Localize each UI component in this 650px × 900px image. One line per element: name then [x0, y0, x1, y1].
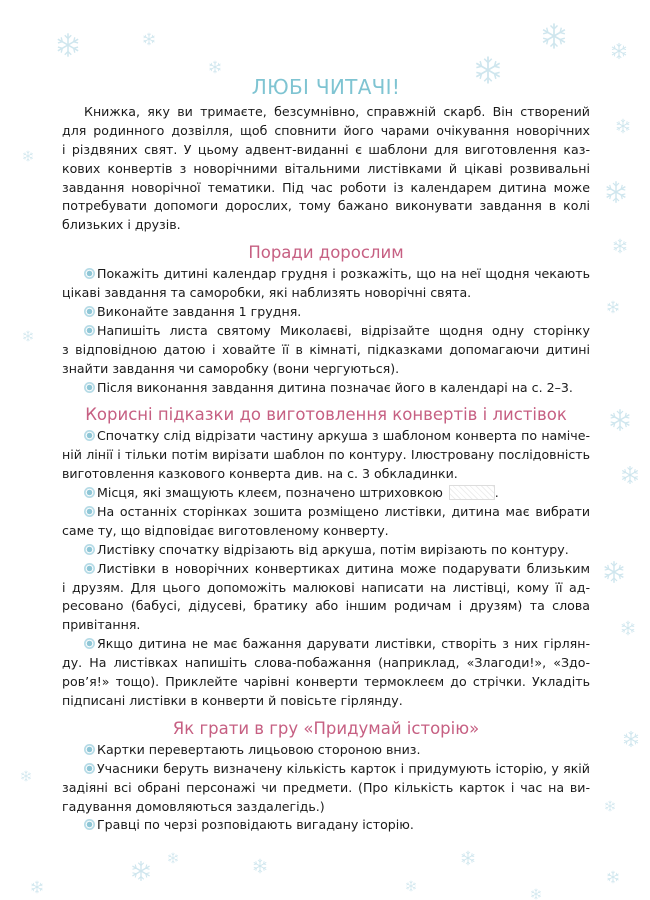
- line-text: Листівки в новорічних конвертиках дитина може подарувати близьким: [97, 560, 590, 576]
- line-text: задіяні всі обрані персонажі чи предмети. (Про кількість карток і час на ви-: [62, 779, 590, 795]
- text-line: [62, 216, 590, 235]
- line-text: цікаві завдання та саморобки, які наблизять новорічні свята.: [62, 285, 472, 301]
- snowflake-icon: [530, 888, 542, 900]
- list-item: [62, 484, 590, 503]
- snowflake-icon: [130, 860, 152, 882]
- snowflake-bullet-icon: [84, 430, 95, 441]
- text-line: [62, 673, 590, 692]
- line-text: з відповідною датою і ховайте її в кімнаті, підказками допомагаючи дитині: [62, 341, 590, 357]
- snowflake-icon: [405, 880, 417, 892]
- snowflake-icon: [608, 408, 632, 432]
- snowflake-icon: [610, 42, 628, 60]
- text-line: Місця, які змащують клеєм, позначено штриховкою .: [62, 484, 590, 503]
- intro-paragraph: [62, 103, 590, 235]
- snowflake-icon: [620, 465, 640, 485]
- snowflake-icon: [460, 850, 476, 866]
- line-text: ров’я!» тощо). Приклейте чарівні конверти термоклеєм до стрічки. Укладіть: [62, 674, 590, 690]
- text-line: [62, 579, 590, 598]
- line-text: Якщо дитина не має бажання дарувати листівки, створіть з них гірлян-: [97, 636, 590, 652]
- line-text: для родинного дозвілля, щоб сповнити його чарами очікування новорічних: [62, 122, 590, 138]
- text-line: [62, 654, 590, 673]
- text-line: [62, 179, 590, 198]
- line-text: Після виконання завдання дитина позначає його в календарі на с. 2–3.: [97, 379, 573, 395]
- list-item: [62, 741, 590, 760]
- snowflake-icon: [540, 22, 568, 50]
- snowflake-icon: [30, 880, 44, 894]
- line-text: знайти завдання чи саморобку (вони чергуються).: [62, 360, 400, 376]
- list-item: [62, 635, 590, 711]
- line-text: саме ту, що відповідає виготовленому конверту.: [62, 522, 389, 538]
- page-content: [62, 75, 590, 835]
- snowflake-bullet-icon: [84, 306, 95, 317]
- snowflake-icon: [622, 730, 640, 748]
- paragraph: [62, 103, 590, 235]
- list-item: [62, 303, 590, 322]
- line-text: і різдвяних свят. У цьому адвент-виданні є шаблони для виготовлення каз-: [62, 141, 590, 157]
- line-text: Картки перевертають лицьовою стороною вниз.: [97, 741, 421, 757]
- text-line: [62, 560, 590, 579]
- list-item: [62, 427, 590, 484]
- text-line: [62, 541, 590, 560]
- text-line: [62, 322, 590, 341]
- line-text: гадування домовляються заздалегідь.): [62, 798, 325, 814]
- line-text: Покажіть дитині календар грудня і розкажіть, що на неї щодня чекають: [97, 266, 590, 282]
- list-item: [62, 379, 590, 398]
- text-line: [62, 503, 590, 522]
- text-line: [62, 779, 590, 798]
- snowflake-bullet-icon: [84, 487, 95, 498]
- text-line: [62, 284, 590, 303]
- section-heading-advice: Поради дорослим: [248, 243, 404, 263]
- text-line: [62, 103, 590, 122]
- snowflake-icon: [606, 870, 620, 884]
- snowflake-bullet-icon: [84, 763, 95, 774]
- snowflake-bullet-icon: [84, 819, 95, 830]
- text-line: [62, 160, 590, 179]
- text-line: [62, 379, 590, 398]
- snowflake-icon: [612, 238, 628, 254]
- text-line: [62, 446, 590, 465]
- text-line: [62, 741, 590, 760]
- text-line: [62, 122, 590, 141]
- snowflake-bullet-icon: [84, 638, 95, 649]
- line-text: Гравці по черзі розповідають вигадану історію.: [97, 817, 414, 833]
- page-title: ЛЮБІ ЧИТАЧІ!: [251, 75, 401, 99]
- section-heading-tips: Корисні підказки до виготовлення конвертів і листівок: [85, 405, 567, 425]
- text-line: [62, 616, 590, 635]
- snowflake-icon: [620, 620, 636, 636]
- snowflake-icon: [604, 800, 616, 812]
- line-text: На останніх сторінках зошита розміщено листівки, дитина має вибрати: [97, 504, 590, 520]
- line-text: Спочатку слід відрізати частину аркуша з шаблоном конверта по наміче-: [97, 428, 590, 444]
- list-item: [62, 503, 590, 541]
- line-text: потребувати допомоги дорослих, тому бажано виконувати завдання в колі: [62, 198, 590, 214]
- text-line: [62, 635, 590, 654]
- text-line: [62, 816, 590, 835]
- snowflake-bullet-icon: [84, 506, 95, 517]
- list-item: [62, 560, 590, 636]
- text-line: [62, 427, 590, 446]
- snowflake-icon: [22, 330, 34, 342]
- snowflake-bullet-icon: [84, 744, 95, 755]
- text-line: [62, 265, 590, 284]
- snowflake-bullet-icon: [84, 544, 95, 555]
- section-tips-list: [62, 427, 590, 710]
- snowflake-bullet-icon: [84, 325, 95, 336]
- text-line: [62, 141, 590, 160]
- line-text: виготовлення казкового конверта див. на с. 3 обкладинки.: [62, 466, 458, 482]
- line-text: Книжка, яку ви тримаєте, безсумнівно, справжній скарб. Він створений: [84, 104, 590, 119]
- snowflake-icon: [55, 32, 81, 58]
- snowflake-icon: [142, 32, 156, 46]
- snowflake-bullet-icon: [84, 563, 95, 574]
- line-text: ній лінії і тільки потім вирізати шаблон по контуру. Ілюстровану послідовність: [62, 447, 590, 463]
- snowflake-icon: [606, 300, 620, 314]
- text-line: [62, 360, 590, 379]
- section-game-list: [62, 741, 590, 835]
- snowflake-icon: [208, 60, 222, 74]
- line-text: ресовано (бабусі, дідусеві, братику або іншим родичам і друзям) та слова: [62, 598, 590, 614]
- text-line: [62, 303, 590, 322]
- snowflake-icon: [167, 852, 179, 864]
- list-item: [62, 322, 590, 379]
- text-line: [62, 197, 590, 216]
- line-text: і друзям. Для цього допоможіть малюкові написати на листівці, кому її ад-: [62, 579, 590, 595]
- line-text: кових конвертів з новорічними вітальними листівками й цікаві розвивальні: [62, 160, 590, 176]
- line-text: близьких і друзів.: [62, 217, 181, 233]
- snowflake-bullet-icon: [84, 268, 95, 279]
- snowflake-icon: [602, 560, 626, 584]
- line-text: завдання новорічної тематики. Під час роботи із календарем дитина може: [62, 179, 590, 195]
- line-text: привітання.: [62, 617, 141, 633]
- snowflake-icon: [615, 118, 631, 134]
- section-advice-list: [62, 265, 590, 397]
- list-item: [62, 541, 590, 560]
- snowflake-icon: [604, 180, 628, 204]
- line-text: Напишіть листа святому Миколаєві, відрізайте щодня одну сторінку: [97, 322, 590, 338]
- text-line: [62, 760, 590, 779]
- text-line: [62, 597, 590, 616]
- line-text: підписані листівки в конверти й повісьте гірлянду.: [62, 692, 403, 708]
- text-line: [62, 692, 590, 711]
- snowflake-icon: [20, 770, 32, 782]
- snowflake-icon: [252, 858, 268, 874]
- text-line: [62, 465, 590, 484]
- line-text: Учасники беруть визначену кількість карток і придумують історію, у якій: [97, 760, 590, 776]
- line-text: Листівку спочатку відрізають від аркуша, потім вирізають по контуру.: [97, 541, 569, 557]
- text-line: [62, 522, 590, 541]
- snowflake-icon: [22, 150, 34, 162]
- text-line: [62, 798, 590, 817]
- list-item: [62, 816, 590, 835]
- line-text: Виконайте завдання 1 грудня.: [97, 304, 302, 320]
- list-item: [62, 265, 590, 303]
- list-item: [62, 760, 590, 817]
- section-heading-game: Як грати в гру «Придумай історію»: [172, 718, 480, 738]
- line-text: ду. На листівках напишіть слова-побажання (наприклад, «Злагоди!», «Здо-: [62, 655, 590, 671]
- text-line: [62, 341, 590, 360]
- hatching-sample: [449, 485, 495, 500]
- line-text: Місця, які змащують клеєм, позначено штриховкою: [97, 485, 443, 501]
- snowflake-bullet-icon: [84, 382, 95, 393]
